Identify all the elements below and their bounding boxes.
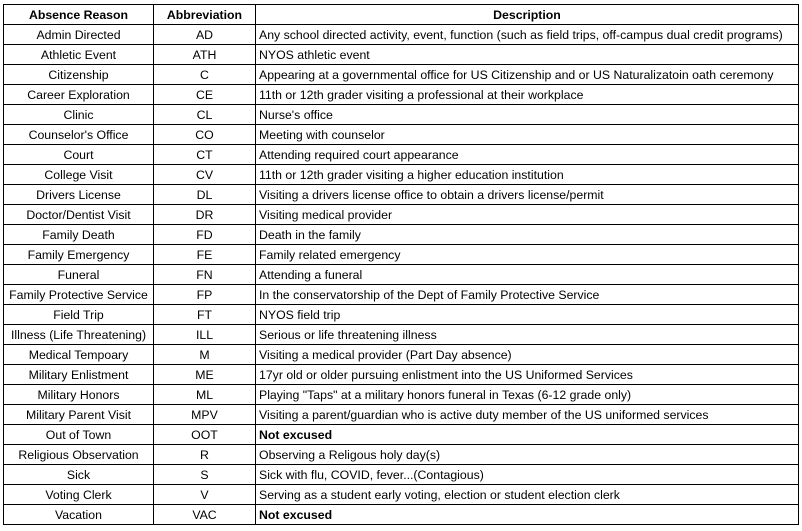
abbreviation-cell: CO bbox=[154, 125, 256, 145]
description-cell: Visiting medical provider bbox=[256, 205, 799, 225]
abbreviation-cell: DL bbox=[154, 185, 256, 205]
absence-reason-cell: Military Enlistment bbox=[4, 365, 154, 385]
table-row bbox=[4, 25, 799, 45]
abbreviation-cell: FT bbox=[154, 305, 256, 325]
table-row bbox=[4, 125, 799, 145]
table-row bbox=[4, 345, 799, 365]
description-cell: Death in the family bbox=[256, 225, 799, 245]
absence-reason-cell: Career Exploration bbox=[4, 85, 154, 105]
absence-reason-cell: Funeral bbox=[4, 265, 154, 285]
abbreviation-cell: CT bbox=[154, 145, 256, 165]
abbreviation-cell: AD bbox=[154, 25, 256, 45]
description-cell: In the conservatorship of the Dept of Family Protective Service bbox=[256, 285, 799, 305]
header-row bbox=[4, 5, 799, 25]
absence-reason-cell: Illness (Life Threatening) bbox=[4, 325, 154, 345]
table-row bbox=[4, 505, 799, 525]
description-cell: Any school directed activity, event, function (such as field trips, off-campus dual credit programs) bbox=[256, 25, 799, 45]
description-cell: Serious or life threatening illness bbox=[256, 325, 799, 345]
abbreviation-cell: ILL bbox=[154, 325, 256, 345]
table-row bbox=[4, 85, 799, 105]
absence-reason-cell: Family Protective Service bbox=[4, 285, 154, 305]
absence-reason-cell: Clinic bbox=[4, 105, 154, 125]
table-row bbox=[4, 165, 799, 185]
absence-reason-cell: Military Parent Visit bbox=[4, 405, 154, 425]
table-row bbox=[4, 365, 799, 385]
abbreviation-cell: ATH bbox=[154, 45, 256, 65]
header-abbreviation: Abbreviation bbox=[154, 5, 256, 25]
table-body bbox=[4, 25, 799, 525]
abbreviation-cell: OOT bbox=[154, 425, 256, 445]
table-row bbox=[4, 145, 799, 165]
absence-reason-cell: Field Trip bbox=[4, 305, 154, 325]
description-cell: Appearing at a governmental office for US Citizenship and or US Naturalizatoin oath ceremony bbox=[256, 65, 799, 85]
abbreviation-cell: S bbox=[154, 465, 256, 485]
table-row bbox=[4, 325, 799, 345]
table-row bbox=[4, 385, 799, 405]
description-cell: NYOS athletic event bbox=[256, 45, 799, 65]
description-cell: 17yr old or older pursuing enlistment into the US Uniformed Services bbox=[256, 365, 799, 385]
description-cell: Family related emergency bbox=[256, 245, 799, 265]
absence-reason-cell: Athletic Event bbox=[4, 45, 154, 65]
table-row bbox=[4, 485, 799, 505]
absence-reason-cell: Vacation bbox=[4, 505, 154, 525]
description-cell: Visiting a drivers license office to obtain a drivers license/permit bbox=[256, 185, 799, 205]
abbreviation-cell: MPV bbox=[154, 405, 256, 425]
absence-codes-table bbox=[3, 4, 799, 525]
absence-reason-cell: Voting Clerk bbox=[4, 485, 154, 505]
table-row bbox=[4, 465, 799, 485]
absence-reason-cell: Court bbox=[4, 145, 154, 165]
table-row bbox=[4, 285, 799, 305]
absence-reason-cell: Military Honors bbox=[4, 385, 154, 405]
absence-reason-cell: Sick bbox=[4, 465, 154, 485]
abbreviation-cell: ML bbox=[154, 385, 256, 405]
description-cell: Not excused bbox=[256, 425, 799, 445]
abbreviation-cell: DR bbox=[154, 205, 256, 225]
description-cell: Serving as a student early voting, election or student election clerk bbox=[256, 485, 799, 505]
table-row bbox=[4, 105, 799, 125]
absence-reason-cell: Admin Directed bbox=[4, 25, 154, 45]
abbreviation-cell: FD bbox=[154, 225, 256, 245]
table-row bbox=[4, 305, 799, 325]
table-row bbox=[4, 445, 799, 465]
abbreviation-cell: R bbox=[154, 445, 256, 465]
absence-reason-cell: Religious Observation bbox=[4, 445, 154, 465]
table-row bbox=[4, 45, 799, 65]
description-cell: Observing a Religous holy day(s) bbox=[256, 445, 799, 465]
table-row bbox=[4, 245, 799, 265]
abbreviation-cell: CV bbox=[154, 165, 256, 185]
header-absence-reason: Absence Reason bbox=[4, 5, 154, 25]
description-cell: Visiting a parent/guardian who is active duty member of the US uniformed services bbox=[256, 405, 799, 425]
table-row bbox=[4, 405, 799, 425]
description-cell: Playing "Taps" at a military honors funeral in Texas (6-12 grade only) bbox=[256, 385, 799, 405]
absence-reason-cell: Citizenship bbox=[4, 65, 154, 85]
abbreviation-cell: CL bbox=[154, 105, 256, 125]
absence-reason-cell: Medical Tempoary bbox=[4, 345, 154, 365]
table-row bbox=[4, 265, 799, 285]
abbreviation-cell: C bbox=[154, 65, 256, 85]
absence-reason-cell: Out of Town bbox=[4, 425, 154, 445]
abbreviation-cell: CE bbox=[154, 85, 256, 105]
abbreviation-cell: V bbox=[154, 485, 256, 505]
description-cell: Meeting with counselor bbox=[256, 125, 799, 145]
table-row bbox=[4, 425, 799, 445]
description-cell: Not excused bbox=[256, 505, 799, 525]
absence-reason-cell: Drivers License bbox=[4, 185, 154, 205]
description-cell: Sick with flu, COVID, fever...(Contagious) bbox=[256, 465, 799, 485]
description-cell: Visiting a medical provider (Part Day absence) bbox=[256, 345, 799, 365]
table-row bbox=[4, 225, 799, 245]
abbreviation-cell: ME bbox=[154, 365, 256, 385]
header-description: Description bbox=[256, 5, 799, 25]
abbreviation-cell: VAC bbox=[154, 505, 256, 525]
abbreviation-cell: M bbox=[154, 345, 256, 365]
absence-reason-cell: Counselor's Office bbox=[4, 125, 154, 145]
description-cell: 11th or 12th grader visiting a professional at their workplace bbox=[256, 85, 799, 105]
description-cell: Nurse's office bbox=[256, 105, 799, 125]
description-cell: Attending required court appearance bbox=[256, 145, 799, 165]
abbreviation-cell: FE bbox=[154, 245, 256, 265]
absence-reason-cell: Doctor/Dentist Visit bbox=[4, 205, 154, 225]
table-row bbox=[4, 65, 799, 85]
description-cell: NYOS field trip bbox=[256, 305, 799, 325]
absence-reason-cell: Family Emergency bbox=[4, 245, 154, 265]
abbreviation-cell: FN bbox=[154, 265, 256, 285]
description-cell: 11th or 12th grader visiting a higher education institution bbox=[256, 165, 799, 185]
table-row bbox=[4, 205, 799, 225]
absence-reason-cell: College Visit bbox=[4, 165, 154, 185]
description-cell: Attending a funeral bbox=[256, 265, 799, 285]
absence-reason-cell: Family Death bbox=[4, 225, 154, 245]
table-row bbox=[4, 185, 799, 205]
abbreviation-cell: FP bbox=[154, 285, 256, 305]
